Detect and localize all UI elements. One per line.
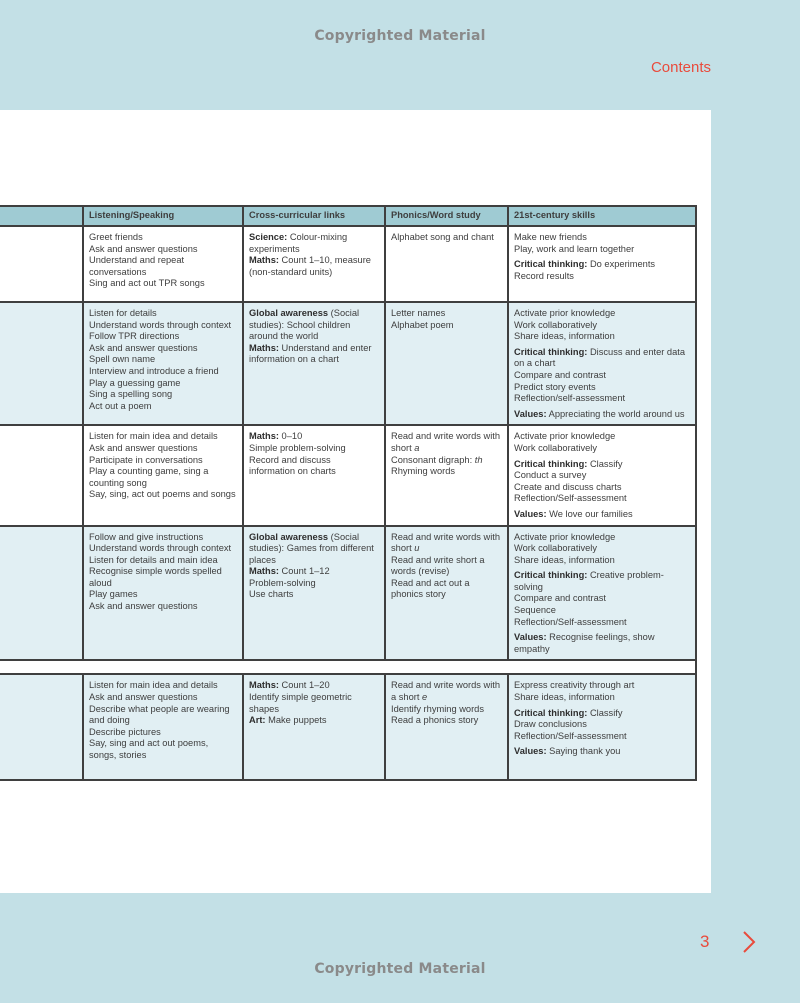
contents-link[interactable]: Contents xyxy=(650,59,711,76)
cell-line: Ask and answer questions xyxy=(89,442,198,453)
cell-text: Reflection/Self-assessment xyxy=(514,493,627,504)
cell-text: Appreciating the world around us xyxy=(546,408,685,419)
bold-label: Critical thinking: xyxy=(514,458,588,469)
cell-text: Activate prior knowledge xyxy=(514,531,616,542)
cell-line: Describe what people are wearing and doing xyxy=(89,703,230,726)
cell-line xyxy=(514,680,690,692)
cell-text: a xyxy=(414,442,420,453)
cell-line xyxy=(249,455,379,478)
cell-line xyxy=(514,543,690,555)
cell-text: Identify simple geometric shapes xyxy=(249,692,352,714)
cell-line xyxy=(391,578,502,601)
cell-skills xyxy=(508,674,696,780)
cell-line: Understand words through context xyxy=(89,543,232,554)
cell-text: Consonant digraph: xyxy=(391,454,475,465)
cell-cut xyxy=(0,526,83,661)
cell-skills xyxy=(508,425,696,525)
cell-text: Count 1–12 xyxy=(278,566,330,577)
cell-text: Make new friends xyxy=(514,232,587,242)
cell-line xyxy=(514,617,690,629)
table-row xyxy=(0,425,696,525)
cell-line xyxy=(249,578,379,590)
cell-text: Rhyming words xyxy=(391,466,456,477)
cell-line: Listen for details and main idea xyxy=(89,554,218,565)
cell-line xyxy=(514,232,690,244)
cell-line xyxy=(514,470,690,482)
cell-text: Understand and enter information on a chart xyxy=(249,342,372,365)
cell-text: Reflection/Self-assessment xyxy=(514,730,627,741)
cell-cut xyxy=(0,425,83,525)
cell-text: Discuss and enter data on a chart xyxy=(514,346,686,369)
cell-text: Identify rhyming words xyxy=(391,703,485,714)
cell-line: Participate in conversations xyxy=(89,454,203,465)
cell-text: (Social studies): School children around the world xyxy=(249,308,360,342)
table-row xyxy=(0,526,696,661)
cell-line: Spell own name xyxy=(89,354,156,365)
bold-label: Critical thinking: xyxy=(514,346,588,357)
cell-text: We love our families xyxy=(546,508,633,519)
cell-text: Make puppets xyxy=(265,715,327,726)
cell-text: Read a phonics story xyxy=(391,715,479,726)
table-header-row xyxy=(0,206,696,226)
cell-text: Draw conclusions xyxy=(514,719,587,730)
cell-text: th xyxy=(474,454,483,465)
cell-line: Listen for main idea and details xyxy=(89,680,218,691)
cell-listening xyxy=(83,526,243,661)
cell-line xyxy=(514,605,690,617)
cell-text: Reflection/self-assessment xyxy=(514,393,626,404)
cell-line: Ask and answer questions xyxy=(89,243,198,254)
cell-line xyxy=(514,271,690,283)
cell-line: Listen for main idea and details xyxy=(89,431,218,442)
cell-line xyxy=(249,308,379,343)
cell-phonics xyxy=(385,425,508,525)
cell-line xyxy=(514,331,690,343)
bold-label: Critical thinking: xyxy=(514,707,588,718)
chevron-right-icon xyxy=(738,929,760,955)
cell-text: u xyxy=(414,543,420,554)
cell-line xyxy=(514,555,690,567)
cell-text: Classify xyxy=(587,458,623,469)
cell-line: Follow and give instructions xyxy=(89,531,204,542)
cell-line xyxy=(391,680,502,703)
cell-text: Share ideas, information xyxy=(514,331,615,342)
cell-line xyxy=(514,731,690,743)
cell-line xyxy=(391,431,502,454)
cell-line xyxy=(391,704,502,716)
cell-line xyxy=(514,259,690,271)
cell-line xyxy=(514,244,690,256)
cell-text: Work collaboratively xyxy=(514,319,598,330)
cell-line xyxy=(391,320,502,332)
cell-text: 0–10 xyxy=(278,431,303,442)
table-row xyxy=(0,302,696,425)
cell-text: e xyxy=(422,692,428,703)
cell-line: Ask and answer questions xyxy=(89,601,198,612)
cell-line xyxy=(514,393,690,405)
page-sheet xyxy=(0,110,711,893)
header-listening: Listening/Speaking xyxy=(83,206,243,226)
bold-label: Critical thinking: xyxy=(514,259,588,270)
cell-text: (Social studies): Games from different places xyxy=(249,531,374,565)
cell-listening xyxy=(83,302,243,425)
cell-text: Problem-solving xyxy=(249,577,316,588)
cell-text: Activate prior knowledge xyxy=(514,308,616,318)
cell-line xyxy=(391,232,502,244)
cell-line xyxy=(514,708,690,720)
bold-label: Maths: xyxy=(249,255,279,266)
cell-cross xyxy=(243,674,385,780)
cell-text: Play, work and learn together xyxy=(514,243,635,254)
cell-text: Classify xyxy=(587,707,623,718)
cell-line xyxy=(514,632,690,655)
cell-cut xyxy=(0,674,83,780)
cell-text: Conduct a survey xyxy=(514,470,587,481)
cell-line xyxy=(514,509,690,521)
page-number: 3 xyxy=(700,932,710,951)
cell-text: Count 1–10, measure (non-standard units) xyxy=(249,255,371,277)
cell-line: Recognise simple words spelled aloud xyxy=(89,566,222,588)
cell-line xyxy=(249,431,379,443)
bold-label: Values: xyxy=(514,746,547,757)
cell-line xyxy=(391,715,502,727)
cell-line xyxy=(249,715,379,727)
bold-label: Art: xyxy=(249,715,266,726)
cell-line: Play games xyxy=(89,589,138,600)
cell-listening xyxy=(83,674,243,780)
cell-line: Ask and answer questions xyxy=(89,342,198,353)
cell-text: Compare and contrast xyxy=(514,593,606,604)
bold-label: Science: xyxy=(249,232,288,242)
cell-line xyxy=(249,255,379,278)
cell-cross xyxy=(243,526,385,661)
cell-line xyxy=(249,232,379,255)
cell-line: Understand and repeat conversations xyxy=(89,255,185,277)
cell-text: Compare and contrast xyxy=(514,369,606,380)
cell-text: Read and act out a phonics story xyxy=(391,577,470,600)
cell-text: Read and write words with short xyxy=(391,531,501,554)
cell-text: Create and discuss charts xyxy=(514,481,622,492)
bold-label: Values: xyxy=(514,632,547,643)
header-cross-curricular: Cross-curricular links xyxy=(243,206,385,226)
cell-text: Read and write words with short xyxy=(391,431,501,453)
cell-line xyxy=(514,719,690,731)
cell-line xyxy=(249,566,379,578)
cell-text: Use charts xyxy=(249,589,294,600)
cell-text: Letter names xyxy=(391,308,446,318)
bold-label: Maths: xyxy=(249,680,279,691)
cell-text: Record and discuss information on charts xyxy=(249,454,336,477)
cell-skills xyxy=(508,302,696,425)
cell-line xyxy=(249,692,379,715)
cell-text: Share ideas, information xyxy=(514,554,615,565)
cell-phonics xyxy=(385,526,508,661)
watermark-bottom: Copyrighted Material xyxy=(314,961,486,977)
cell-text: Sequence xyxy=(514,605,556,616)
cell-line xyxy=(514,570,690,593)
bold-label: Critical thinking: xyxy=(514,570,588,581)
separator-cell xyxy=(0,660,696,674)
cell-line xyxy=(391,532,502,555)
cell-phonics xyxy=(385,302,508,425)
cell-line: Say, sing and act out poems, songs, stories xyxy=(89,738,209,760)
cell-text: Record results xyxy=(514,270,574,281)
cell-text: Work collaboratively xyxy=(514,442,598,453)
cell-line: Describe pictures xyxy=(89,726,161,737)
cell-line xyxy=(514,308,690,320)
cell-line: Act out a poem xyxy=(89,400,152,411)
cell-line xyxy=(249,589,379,601)
cell-line: Understand words through context xyxy=(89,319,232,330)
cell-text: Work collaboratively xyxy=(514,543,598,554)
cell-line xyxy=(249,343,379,366)
cell-text: Count 1–20 xyxy=(278,680,330,691)
cell-line xyxy=(514,493,690,505)
cell-line xyxy=(514,431,690,443)
bold-label: Values: xyxy=(514,408,547,419)
cell-text: Predict story events xyxy=(514,381,596,392)
cell-line xyxy=(514,320,690,332)
cell-cross xyxy=(243,226,385,302)
cell-line: Interview and introduce a friend xyxy=(89,365,219,376)
bold-label: Maths: xyxy=(249,566,279,577)
cell-cut xyxy=(0,302,83,425)
cell-listening xyxy=(83,226,243,302)
cell-text: Read and write short a words (revise) xyxy=(391,554,485,577)
cell-text: Activate prior knowledge xyxy=(514,431,616,442)
cell-line: Say, sing, act out poems and songs xyxy=(89,489,236,500)
cell-line xyxy=(249,443,379,455)
cell-line xyxy=(391,555,502,578)
header-cut-column xyxy=(0,206,83,226)
cell-text: Do experiments xyxy=(587,259,656,270)
section-separator-row xyxy=(0,660,696,674)
cell-line: Sing a spelling song xyxy=(89,389,173,400)
table-body xyxy=(0,226,696,780)
bold-label: Global awareness xyxy=(249,531,329,542)
cell-text: Creative problem-solving xyxy=(514,570,664,592)
cell-line xyxy=(249,532,379,567)
cell-line: Greet friends xyxy=(89,232,143,242)
cell-line xyxy=(514,692,690,704)
table-row xyxy=(0,226,696,302)
cell-line: Follow TPR directions xyxy=(89,331,180,342)
cell-listening xyxy=(83,425,243,525)
cell-text: Alphabet song and chant xyxy=(391,232,494,242)
cell-cross xyxy=(243,302,385,425)
next-page-button[interactable] xyxy=(738,929,760,955)
cell-text: Colour-mixing experiments xyxy=(249,232,348,254)
cell-line xyxy=(514,443,690,455)
cell-text: Saying thank you xyxy=(546,746,621,757)
cell-line xyxy=(514,593,690,605)
cell-line xyxy=(391,466,502,478)
cell-phonics xyxy=(385,226,508,302)
cell-text: Alphabet poem xyxy=(391,319,454,330)
cell-line: Play a counting game, sing a counting song xyxy=(89,466,209,488)
cell-text: Read and write words with a short xyxy=(391,680,501,703)
header-skills: 21st-century skills xyxy=(508,206,696,226)
syllabus-table xyxy=(0,205,697,781)
cell-cross xyxy=(243,425,385,525)
cell-text: Share ideas, information xyxy=(514,692,615,703)
cell-text: Reflection/Self-assessment xyxy=(514,616,627,627)
bold-label: Maths: xyxy=(249,431,279,442)
cell-skills xyxy=(508,526,696,661)
header-phonics: Phonics/Word study xyxy=(385,206,508,226)
cell-text: Express creativity through art xyxy=(514,680,635,691)
cell-line xyxy=(391,455,502,467)
cell-line xyxy=(514,409,690,421)
cell-text: Simple problem-solving xyxy=(249,442,346,453)
cell-cut xyxy=(0,226,83,302)
cell-line xyxy=(514,459,690,471)
cell-line: Ask and answer questions xyxy=(89,692,198,703)
cell-line xyxy=(514,382,690,394)
cell-line xyxy=(514,532,690,544)
cell-phonics xyxy=(385,674,508,780)
bold-label: Maths: xyxy=(249,342,279,353)
bold-label: Global awareness xyxy=(249,308,329,318)
cell-text: Recognise feelings, show empathy xyxy=(514,632,655,654)
cell-line: Listen for details xyxy=(89,308,157,318)
cell-skills xyxy=(508,226,696,302)
cell-line xyxy=(514,370,690,382)
bold-label: Values: xyxy=(514,508,547,519)
cell-line xyxy=(514,746,690,758)
cell-line xyxy=(391,308,502,320)
cell-line: Sing and act out TPR songs xyxy=(89,278,205,289)
cell-line: Play a guessing game xyxy=(89,377,181,388)
watermark-top: Copyrighted Material xyxy=(314,28,486,44)
cell-line xyxy=(249,680,379,692)
cell-line xyxy=(514,482,690,494)
table-row xyxy=(0,674,696,780)
cell-line xyxy=(514,347,690,370)
